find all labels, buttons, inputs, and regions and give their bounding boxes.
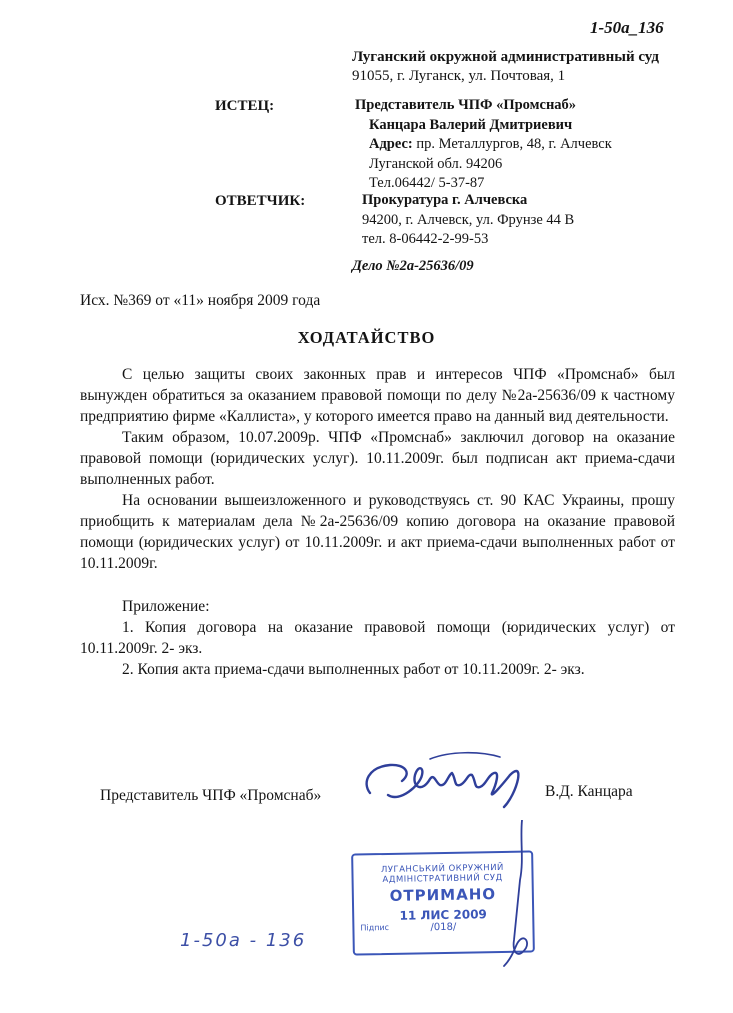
attachments-block — [80, 596, 675, 680]
plaintiff-block — [355, 96, 612, 194]
signatory-name: В.Д. Канцара — [545, 783, 633, 800]
plaintiff-role: ИСТЕЦ: — [215, 98, 275, 114]
attachments-heading: Приложение: — [122, 598, 210, 615]
stamp-received-label: ОТРИМАНО — [389, 885, 497, 905]
stamp-date: 11 ЛИС 2009 — [399, 907, 487, 923]
stamp-court-line-2: АДМІНІСТРАТИВНИЙ СУД — [382, 872, 503, 886]
petition-body — [80, 364, 675, 574]
document-title: ХОДАТАЙСТВО — [297, 328, 436, 347]
defendant-block — [362, 191, 574, 250]
handwritten-signature-icon — [360, 745, 540, 820]
stamp-number: /018/ — [430, 921, 457, 934]
court-name: Луганский окружной административный суд — [352, 49, 659, 65]
handwritten-note: 1-50а - 136 — [180, 930, 307, 951]
plaintiff-phone: Тел.06442/ 5-37-87 — [369, 175, 485, 191]
signature-label: Представитель ЧПФ «Промснаб» — [100, 787, 322, 804]
document-id: 1-50а_136 — [590, 18, 664, 37]
plaintiff-region: Луганской обл. 94206 — [369, 155, 503, 172]
plaintiff-address — [355, 135, 612, 155]
paragraph-2: Таким образом, 10.07.2009р. ЧПФ «Промснаб» заключил договор на оказание правовой помощи (юридических услуг). 10.11.2009г. был подписан акт приема-сдачи выполненных работ. — [80, 429, 675, 488]
case-number: Дело №2а-25636/09 — [352, 258, 474, 274]
stamp-signature-label: Підпис — [360, 922, 390, 933]
plaintiff-address-label: Адрес: — [369, 136, 413, 152]
court-address: 91055, г. Луганск, ул. Почтовая, 1 — [352, 68, 566, 84]
attachment-item-1: 1. Копия договора на оказание правовой помощи (юридических услуг) от 10.11.2009г. 2- экз. — [80, 619, 675, 657]
stamp-pen-mark-icon — [500, 820, 540, 970]
paragraph-3: На основании вышеизложенного и руководствуясь ст. 90 КАС Украины, прошу приобщить к материалам дела №2а-25636/09 копию договора на оказание правовой помощи (юридических услуг) от 10.11.2009г. и акт приема-сдачи выполненных работ от 10.11.2009г. — [80, 492, 675, 572]
court-block — [352, 48, 659, 86]
plaintiff-representative: Представитель ЧПФ «Промснаб» — [355, 97, 577, 113]
outgoing-reference: Исх. №369 от «11» ноября 2009 года — [80, 292, 321, 309]
defendant-address: 94200, г. Алчевск, ул. Фрунзе 44 В — [362, 211, 575, 228]
plaintiff-name: Канцара Валерий Дмитриевич — [369, 116, 573, 133]
stamp-court-line-1: ЛУГАНСЬКИЙ ОКРУЖНИЙ — [380, 862, 504, 876]
paragraph-1: С целью защиты своих законных прав и интересов ЧПФ «Промснаб» был вынужден обратиться за оказанием правовой помощи по делу №2а-25636/09 к частному предприятию фирме «Каллиста», у которого имеется право на данный вид деятельности. — [80, 366, 675, 425]
defendant-phone: тел. 8-06442-2-99-53 — [362, 231, 489, 247]
plaintiff-address-value: пр. Металлургов, 48, г. Алчевск — [416, 136, 612, 152]
defendant-name: Прокуратура г. Алчевска — [362, 192, 528, 208]
defendant-role: ОТВЕТЧИК: — [215, 193, 306, 209]
attachment-item-2: 2. Копия акта приема-сдачи выполненных работ от 10.11.2009г. 2- экз. — [122, 661, 585, 678]
